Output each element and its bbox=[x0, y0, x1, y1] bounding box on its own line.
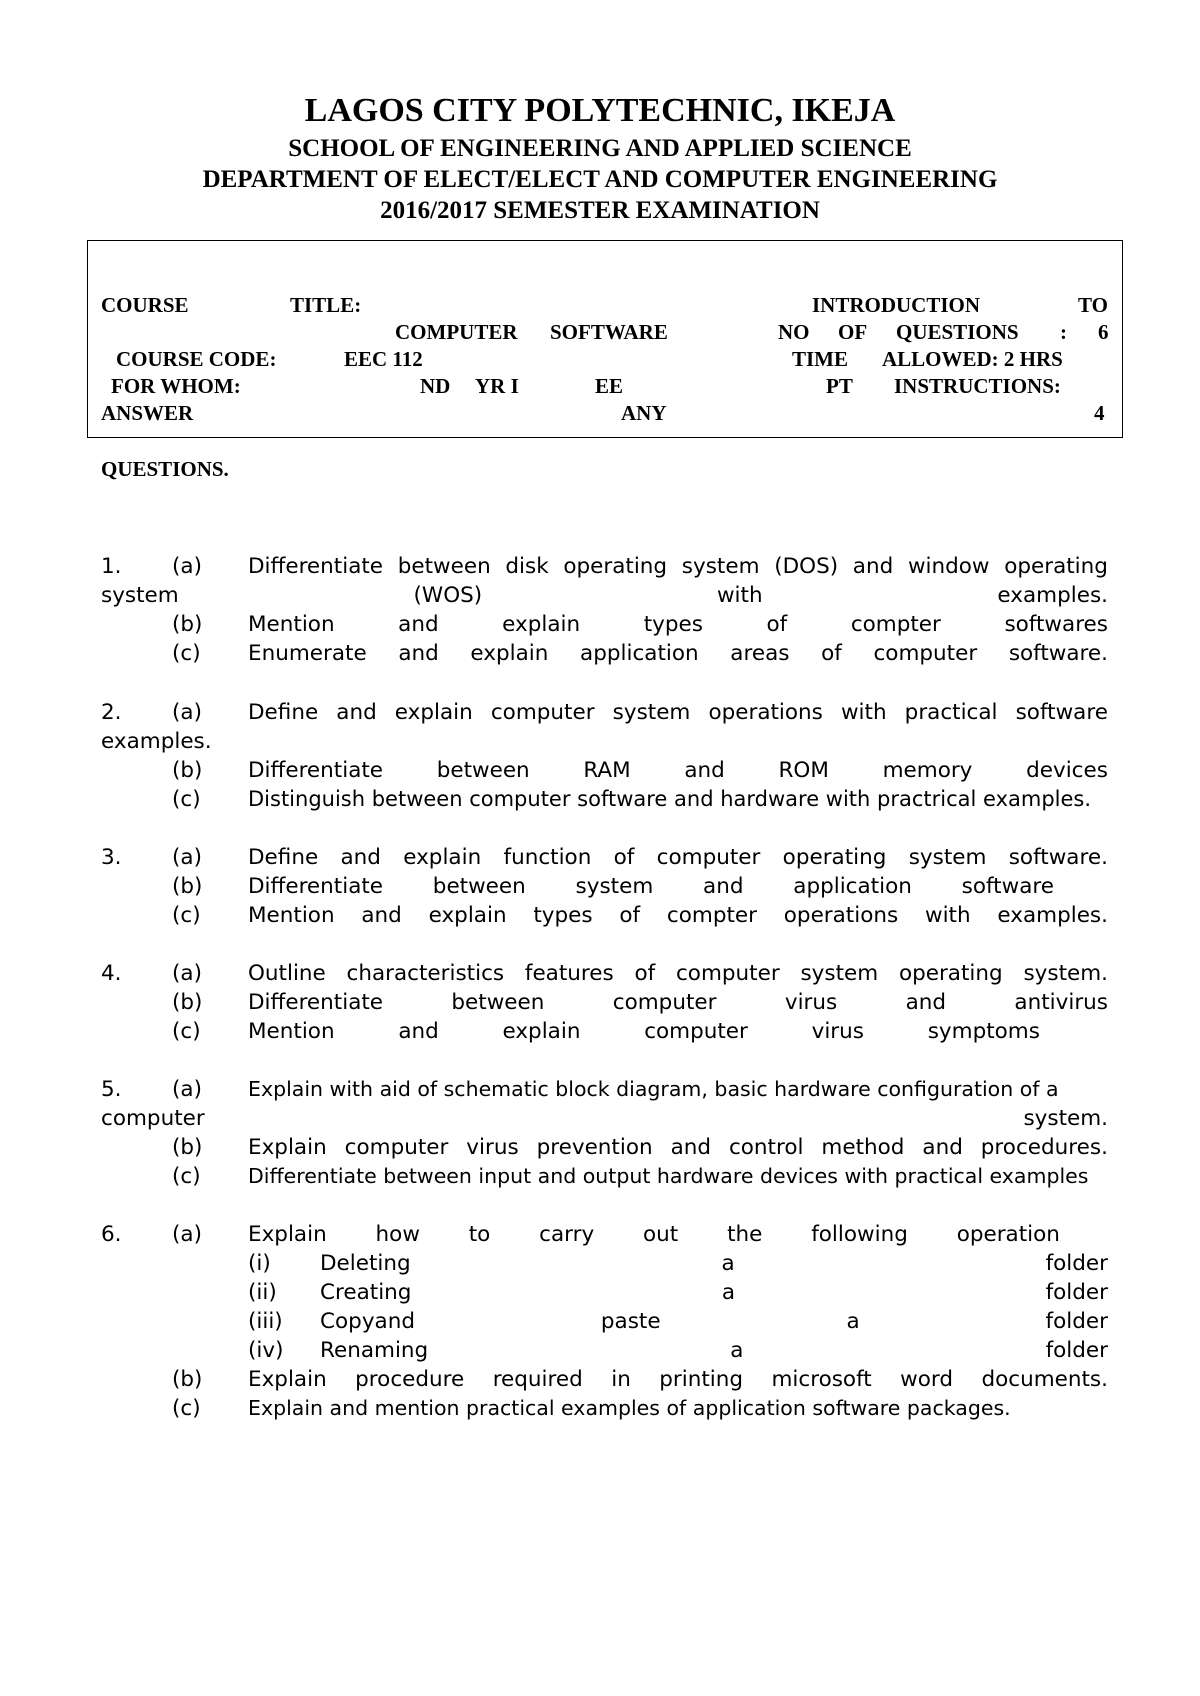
questions-heading: QUESTIONS. bbox=[101, 457, 229, 481]
noq-colon: : bbox=[1060, 320, 1067, 344]
q6-a-label: (a) bbox=[172, 1222, 202, 1247]
time-label: TIME bbox=[792, 347, 849, 371]
q3-c-text: Mention and explain types of compter operations with examples. bbox=[248, 903, 1108, 928]
q1-a-continuation: system (WOS) with examples. bbox=[101, 583, 1108, 608]
q2-a-continuation: examples. bbox=[101, 729, 212, 754]
q3-number: 3. bbox=[101, 845, 122, 870]
for-whom-ee: EE bbox=[595, 374, 624, 398]
q6-c-text: Explain and mention practical examples of application software packages. bbox=[248, 1396, 1011, 1420]
q6-sub-ii-label: (ii) bbox=[248, 1280, 277, 1305]
q5-b-label: (b) bbox=[172, 1135, 203, 1160]
q3-a-text: Define and explain function of computer operating system software. bbox=[248, 845, 1108, 870]
department-title: DEPARTMENT OF ELECT/ELECT AND COMPUTER ENGINEERING bbox=[202, 166, 998, 193]
answer-word: ANSWER bbox=[101, 401, 194, 425]
q6-sub-ii-text: Creating a folder bbox=[320, 1280, 1108, 1305]
q6-a-text: Explain how to carry out the following operation bbox=[248, 1222, 1060, 1247]
q1-c-text: Enumerate and explain application areas of computer software. bbox=[248, 641, 1108, 666]
q3-a-label: (a) bbox=[172, 845, 202, 870]
q2-b-text: Differentiate between RAM and ROM memory devices bbox=[248, 758, 1108, 783]
course-code-value: EEC 112 bbox=[344, 347, 423, 371]
q4-a-label: (a) bbox=[172, 961, 202, 986]
q6-sub-iv-text: Renaming a folder bbox=[320, 1338, 1108, 1363]
q5-c-text: Differentiate between input and output hardware devices with practical examples bbox=[248, 1164, 1089, 1188]
q1-b-text: Mention and explain types of compter softwares bbox=[248, 612, 1108, 637]
institution-title: LAGOS CITY POLYTECHNIC, IKEJA bbox=[304, 92, 896, 129]
q1-a-text: Differentiate between disk operating system (DOS) and window operating bbox=[248, 554, 1108, 579]
q4-b-label: (b) bbox=[172, 990, 203, 1015]
title-word-computer: COMPUTER bbox=[395, 320, 518, 344]
q2-a-label: (a) bbox=[172, 700, 202, 725]
q6-sub-i-label: (i) bbox=[248, 1251, 271, 1276]
course-label: COURSE bbox=[101, 293, 189, 317]
any-word: ANY bbox=[621, 401, 667, 425]
time-allowed: ALLOWED: 2 HRS bbox=[882, 347, 1063, 371]
q6-c-label: (c) bbox=[172, 1396, 201, 1421]
for-whom-nd: ND bbox=[420, 374, 451, 398]
q5-b-text: Explain computer virus prevention and control method and procedures. bbox=[248, 1135, 1108, 1160]
q5-a-label: (a) bbox=[172, 1077, 202, 1102]
q1-c-label: (c) bbox=[172, 641, 201, 666]
noq-no: NO bbox=[778, 320, 810, 344]
q6-sub-iii-label: (iii) bbox=[248, 1309, 283, 1334]
q1-a-label: (a) bbox=[172, 554, 202, 579]
four-word: 4 bbox=[1094, 401, 1105, 425]
q5-a-continuation: computer system. bbox=[101, 1106, 1108, 1131]
school-title: SCHOOL OF ENGINEERING AND APPLIED SCIENCE bbox=[288, 135, 912, 162]
q1-number: 1. bbox=[101, 554, 122, 579]
q4-c-label: (c) bbox=[172, 1019, 201, 1044]
q5-a-text: Explain with aid of schematic block diagram, basic hardware configuration of a bbox=[248, 1077, 1059, 1101]
q4-number: 4. bbox=[101, 961, 122, 986]
q2-number: 2. bbox=[101, 700, 122, 725]
q6-sub-iv-label: (iv) bbox=[248, 1338, 284, 1363]
title-word-software: SOFTWARE bbox=[550, 320, 668, 344]
course-code-label: COURSE CODE: bbox=[116, 347, 277, 371]
q6-b-text: Explain procedure required in printing microsoft word documents. bbox=[248, 1367, 1108, 1392]
q4-a-text: Outline characteristics features of computer system operating system. bbox=[248, 961, 1108, 986]
q5-c-label: (c) bbox=[172, 1164, 201, 1189]
q6-number: 6. bbox=[101, 1222, 122, 1247]
noq-questions: QUESTIONS bbox=[896, 320, 1019, 344]
for-whom-label: FOR WHOM: bbox=[111, 374, 241, 398]
q2-a-text: Define and explain computer system operations with practical software bbox=[248, 700, 1108, 725]
q3-c-label: (c) bbox=[172, 903, 201, 928]
q1-b-label: (b) bbox=[172, 612, 203, 637]
noq-of: OF bbox=[838, 320, 868, 344]
q4-c-text: Mention and explain computer virus symptoms bbox=[248, 1019, 1040, 1044]
q5-number: 5. bbox=[101, 1077, 122, 1102]
q6-b-label: (b) bbox=[172, 1367, 203, 1392]
q6-sub-iii-text: Copyand paste a folder bbox=[320, 1309, 1108, 1334]
exam-title: 2016/2017 SEMESTER EXAMINATION bbox=[380, 197, 820, 224]
q6-sub-i-text: Deleting a folder bbox=[320, 1251, 1108, 1276]
instructions-label: INSTRUCTIONS: bbox=[894, 374, 1061, 398]
for-whom-pt: PT bbox=[826, 374, 853, 398]
title-word-to: TO bbox=[1078, 293, 1108, 317]
q4-b-text: Differentiate between computer virus and antivirus bbox=[248, 990, 1108, 1015]
q2-c-text: Distinguish between computer software and hardware with practrical examples. bbox=[248, 787, 1092, 811]
title-word-introduction: INTRODUCTION bbox=[812, 293, 981, 317]
noq-value: 6 bbox=[1098, 320, 1109, 344]
q2-b-label: (b) bbox=[172, 758, 203, 783]
title-label: TITLE: bbox=[290, 293, 362, 317]
q3-b-label: (b) bbox=[172, 874, 203, 899]
q2-c-label: (c) bbox=[172, 787, 201, 812]
q3-b-text: Differentiate between system and application software bbox=[248, 874, 1054, 899]
for-whom-yr: YR I bbox=[475, 374, 519, 398]
